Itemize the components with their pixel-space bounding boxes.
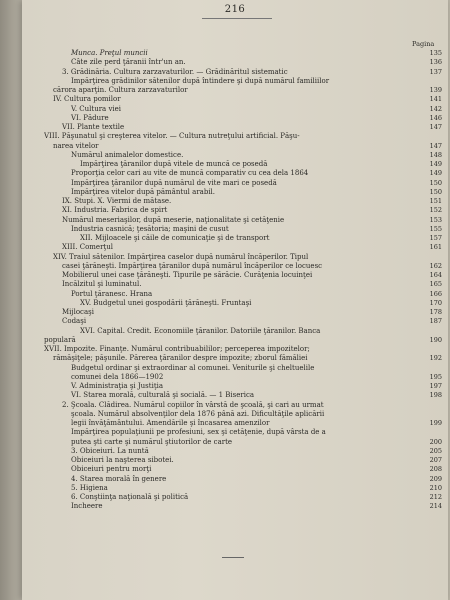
toc-entry-title: XV. Budgetul unei gospodării ţărăneşti. Fruntaşi — [80, 298, 252, 307]
toc-entry-title: Încălzitul şi luminatul. — [62, 280, 142, 289]
toc-entry-title: Încheere — [71, 502, 103, 511]
toc-entry-page: 214 — [429, 502, 442, 511]
toc-entry-title: XII. Mijloacele şi căile de comunicaţie şi de transport — [80, 234, 270, 242]
toc-entry-title: VI. Pădure — [71, 113, 109, 122]
toc-entry-page: 147 — [429, 141, 442, 150]
toc-entry — [44, 308, 442, 317]
toc-entry — [44, 401, 442, 410]
toc-entry-page: 135 — [429, 49, 442, 57]
toc-entry-page: 146 — [429, 113, 442, 122]
toc-entry — [44, 419, 442, 428]
toc-entry-title: Câte zile perd ţăranii într'un an. — [71, 58, 186, 67]
toc-entry-page: 162 — [429, 261, 442, 270]
toc-entry-page: 208 — [429, 465, 442, 474]
toc-entry-page: 136 — [429, 58, 442, 67]
toc-entry-title: 6. Conştiinţa naţională şi politică — [71, 493, 189, 501]
toc-entry-title: IX. Stupi. X. Viermi de mătase. — [62, 197, 172, 205]
toc-entry — [44, 290, 442, 299]
toc-entry-page: 207 — [429, 456, 442, 464]
toc-entry — [44, 105, 442, 114]
toc-entry-page: 190 — [429, 335, 442, 344]
toc-entry — [44, 206, 442, 215]
toc-entry — [44, 49, 442, 58]
toc-entry — [44, 234, 442, 243]
toc-entry-page: 199 — [429, 419, 442, 427]
toc-entry-title: legii învăţământului. Amendările şi încasarea amenzilor — [71, 419, 270, 427]
footer-rule — [222, 557, 244, 558]
toc-entry-page: 164 — [429, 271, 442, 279]
toc-entry-page: 137 — [429, 67, 442, 76]
page-number: 216 — [224, 4, 246, 15]
toc-entry-title: şcoala. Numărul absolvenţilor dela 1876 până azi. Dificultăţile aplicării — [71, 409, 325, 418]
toc-entry-page: 155 — [429, 224, 442, 233]
toc-entry-title: Proporţia celor cari au vite de muncă comparativ cu cea dela 1864 — [71, 169, 309, 178]
toc-entry-page: 150 — [429, 178, 442, 187]
toc-entry — [44, 484, 442, 493]
toc-entry-page: 195 — [429, 372, 442, 381]
toc-entry — [44, 243, 442, 252]
toc-entry-page: 152 — [429, 206, 442, 215]
column-label-pagina: Pagina — [412, 40, 435, 48]
toc-entry-page: 151 — [429, 197, 442, 205]
toc-entry-page: 147 — [429, 123, 442, 131]
toc-entry — [44, 188, 442, 197]
toc-entry-page: 149 — [429, 160, 442, 168]
toc-entry — [44, 475, 442, 484]
toc-entry-title: populară — [44, 335, 76, 344]
toc-entry-title: Împărţirea grădinilor sătenilor după întindere şi după numărul familiilor — [71, 76, 330, 85]
toc-entry — [44, 271, 442, 280]
toc-entry-page: 209 — [429, 474, 442, 483]
toc-entry — [44, 132, 442, 141]
toc-entry-title: XIV. Traiul sătenilor. Împărţirea caselor după numărul încăperilor. Tipul — [53, 252, 309, 261]
toc-entry-title: Împărţirea vitelor după pământul arabil. — [71, 187, 216, 196]
toc-entry — [44, 465, 442, 474]
toc-entry-page: 187 — [429, 317, 442, 326]
toc-entry-title: V. Administraţia şi Justiţia — [71, 382, 164, 390]
toc-entry-page: 149 — [429, 169, 442, 178]
toc-entry — [44, 428, 442, 437]
toc-entry — [44, 197, 442, 206]
toc-entry-title: Împărţirea ţăranilor după vitele de muncă ce posedă — [80, 160, 268, 168]
toc-entry — [44, 216, 442, 225]
toc-entry-title: V. Cultura viei — [71, 104, 122, 113]
toc-entry-page: 157 — [429, 234, 442, 242]
toc-entry-title: IV. Cultura pomilor — [53, 95, 121, 104]
table-of-contents — [44, 49, 442, 512]
toc-entry — [44, 410, 442, 419]
header-rule — [202, 18, 272, 19]
toc-entry — [44, 438, 442, 447]
toc-entry-title: 3. Grădinăria. Cultura zarzavaturilor. — Grădinăritul sistematic — [62, 67, 288, 76]
toc-entry-title: Codaşi — [62, 317, 87, 326]
toc-entry-page: 142 — [429, 104, 442, 113]
toc-entry — [44, 373, 442, 382]
toc-entry — [44, 68, 442, 77]
toc-entry — [44, 299, 442, 308]
toc-entry-title: XVII. Impozite. Finanţe. Numărul contribuabililor; perceperea impozitelor; — [44, 345, 310, 353]
toc-entry-page: 192 — [429, 354, 442, 363]
toc-entry-page: 205 — [429, 446, 442, 455]
toc-entry-title: XI. Industria. Fabrica de spirt — [62, 206, 168, 215]
toc-entry-page: 153 — [429, 215, 442, 224]
toc-entry-title: narea vitelor — [53, 141, 99, 150]
toc-entry-title: Împărţirea populaţiunii pe profesiuni, sex şi cetăţenie, după vârsta de a — [71, 428, 326, 437]
toc-entry-page: 148 — [429, 150, 442, 159]
toc-entry — [44, 327, 442, 336]
toc-entry — [44, 151, 442, 160]
toc-entry-page: 141 — [429, 95, 442, 104]
toc-entry-title: Mijlocaşi — [62, 308, 94, 316]
toc-entry-title: Industria casnică; ţesătoria; maşini de cusut — [71, 224, 229, 233]
toc-entry — [44, 77, 442, 86]
toc-entry-page: 165 — [429, 280, 442, 289]
toc-entry — [44, 345, 442, 354]
toc-entry-title: putea şti carte şi numărul ştiutorilor de carte — [71, 437, 233, 446]
toc-entry-title: Munca. Preţul muncii — [71, 49, 148, 57]
toc-entry-title: 3. Obiceiuri. La nuntă — [71, 446, 149, 455]
toc-entry-title: cărora aparţin. Cultura zarzavaturilor — [53, 86, 188, 94]
toc-entry — [44, 179, 442, 188]
toc-entry-title: rămăşiţele; păşunile. Părerea ţăranilor despre impozite; zborul fămăliei — [53, 354, 308, 363]
toc-entry-page: 200 — [429, 437, 442, 446]
toc-entry-page: 161 — [429, 243, 442, 252]
toc-entry — [44, 493, 442, 502]
toc-entry — [44, 58, 442, 67]
toc-entry-page: 212 — [429, 493, 442, 501]
book-page — [22, 0, 448, 600]
toc-entry-page: 178 — [429, 308, 442, 316]
toc-entry — [44, 114, 442, 123]
toc-entry — [44, 391, 442, 400]
toc-entry-page: 198 — [429, 391, 442, 400]
toc-entry — [44, 142, 442, 151]
toc-entry — [44, 336, 442, 345]
toc-entry-title: casei ţărăneşti. Împărţirea ţăranilor după numărul încăperilor ce locuesc — [62, 261, 323, 270]
toc-entry-title: Mobilierul unei case ţărăneşti. Tipurile pe sărăcie. Curăţenia locuinţei — [62, 271, 313, 279]
toc-entry-page: 210 — [429, 483, 442, 492]
toc-entry — [44, 502, 442, 511]
toc-entry-title: 4. Starea morală în genere — [71, 474, 167, 483]
toc-entry-title: VIII. Păşunatul şi creşterea vitelor. — Cultura nutreţului artificial. Păşu- — [44, 132, 300, 141]
toc-entry — [44, 225, 442, 234]
toc-entry — [44, 447, 442, 456]
book-spine-shadow — [0, 0, 22, 600]
toc-entry-title: Obiceiuri pentru morţi — [71, 465, 152, 474]
toc-entry — [44, 364, 442, 373]
toc-entry-page: 139 — [429, 86, 442, 94]
toc-entry — [44, 382, 442, 391]
toc-entry-title: XIII. Comerţul — [62, 243, 113, 252]
toc-entry-page: 166 — [429, 289, 442, 298]
toc-entry-title: XVI. Capital. Credit. Economiile ţăranilor. Datoriile ţăranilor. Banca — [80, 326, 321, 335]
toc-entry — [44, 169, 442, 178]
toc-entry-title: Budgetul ordinar şi extraordinar al comunei. Veniturile şi cheltuelile — [71, 363, 315, 372]
toc-entry — [44, 317, 442, 326]
toc-entry-title: Portul ţăranesc. Hrana — [71, 289, 153, 298]
toc-entry-title: VI. Starea morală, culturală şi socială. — 1 Biserica — [71, 391, 255, 400]
toc-entry — [44, 354, 442, 363]
toc-entry-title: 2. Şcoala. Clădirea. Numărul copiilor în vârstă de şcoală, şi cari au urmat — [62, 400, 324, 409]
toc-entry — [44, 253, 442, 262]
toc-entry-title: Împărţirea ţăranilor după numărul de vite mari ce posedă — [71, 178, 277, 187]
toc-entry-title: Numărul meseriaşilor, după meserie, naţionalitate şi cetăţenie — [62, 215, 285, 224]
toc-entry — [44, 160, 442, 169]
toc-entry-title: 5. Higiena — [71, 483, 108, 492]
toc-entry — [44, 95, 442, 104]
toc-entry-title: comunei dela 1866—1902 — [71, 372, 164, 381]
toc-entry-page: 197 — [429, 382, 442, 390]
toc-entry-page: 170 — [429, 298, 442, 307]
toc-entry — [44, 123, 442, 132]
toc-entry — [44, 262, 442, 271]
toc-entry-title: Numărul animalelor domestice. — [71, 150, 184, 159]
toc-entry — [44, 280, 442, 289]
toc-entry-title: Obiceiuri la naşterea sibotei. — [71, 456, 174, 464]
toc-entry — [44, 86, 442, 95]
toc-entry-page: 150 — [429, 187, 442, 196]
toc-entry-title: VII. Plante textile — [62, 123, 125, 131]
toc-entry — [44, 456, 442, 465]
